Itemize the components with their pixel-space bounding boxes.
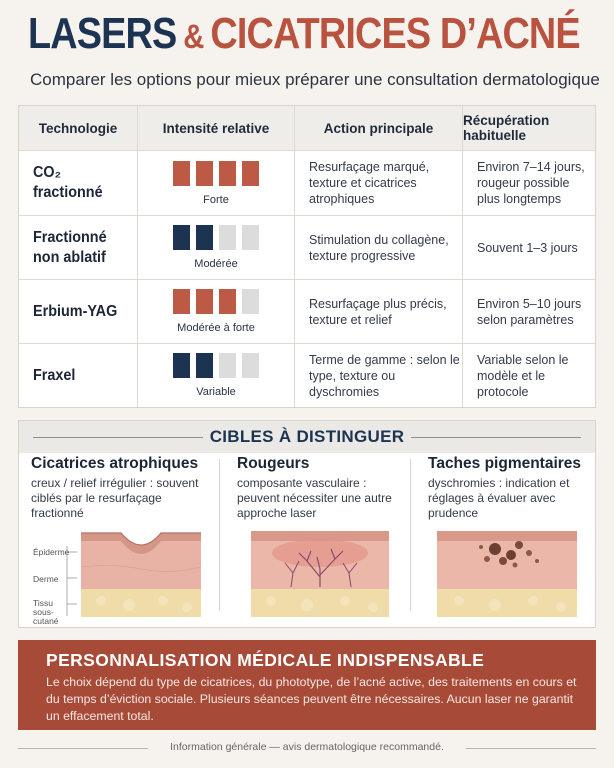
column-divider bbox=[219, 459, 220, 611]
personalisation-title: PERSONNALISATION MÉDICALE INDISPENSABLE bbox=[46, 650, 485, 670]
table-row bbox=[19, 150, 595, 215]
action-text: Resurfaçage marqué, texture et cicatrices atrophiques bbox=[309, 160, 430, 206]
intensity-label: Variable bbox=[196, 386, 236, 398]
skin-label-derme: Derme bbox=[33, 574, 59, 584]
table-row bbox=[19, 279, 595, 343]
intensity-indicator bbox=[173, 225, 259, 270]
column-header-action: Action principale bbox=[294, 106, 462, 150]
targets-section bbox=[18, 420, 596, 628]
column-header-intensite: Intensité relative bbox=[137, 106, 294, 150]
intensity-block-filled bbox=[219, 289, 236, 314]
intensity-block-empty bbox=[242, 353, 259, 378]
recovery-text: Variable selon le modèle et le protocole bbox=[477, 352, 569, 399]
intensity-block-filled bbox=[196, 161, 213, 186]
target-title: Taches pigmentaires bbox=[428, 455, 582, 472]
intensity-block-filled bbox=[196, 353, 213, 378]
action-text: Resurfaçage plus précis, texture et relief bbox=[309, 296, 447, 327]
recovery-text: Souvent 1–3 jours bbox=[477, 240, 578, 255]
header bbox=[0, 0, 614, 100]
table-row bbox=[19, 343, 595, 407]
table-row bbox=[19, 215, 595, 279]
page-title bbox=[28, 6, 580, 65]
page-subtitle: Comparer les options pour mieux préparer une consultation dermatologique bbox=[30, 70, 600, 89]
intensity-blocks bbox=[173, 289, 259, 314]
column-header-technologie: Technologie bbox=[38, 120, 118, 136]
intensity-indicator bbox=[173, 289, 259, 334]
targets-section-header bbox=[19, 421, 595, 453]
intensity-block-empty bbox=[219, 225, 236, 250]
skin-label-epiderme: Épiderme bbox=[33, 547, 70, 557]
footer-disclaimer: Information générale — avis dermatologique recommandé. bbox=[170, 741, 444, 753]
intensity-label: Forte bbox=[203, 193, 229, 206]
intensity-blocks bbox=[173, 353, 259, 378]
title-ampersand: & bbox=[183, 18, 204, 56]
intensity-block-filled bbox=[219, 161, 236, 186]
skin-layer-bracket bbox=[65, 546, 81, 616]
intensity-indicator bbox=[173, 161, 259, 206]
target-description: composante vasculaire : peuvent nécessiter une autre approche laser bbox=[237, 476, 392, 520]
target-title: Rougeurs bbox=[237, 455, 310, 472]
technology-name: Erbium-YAG bbox=[33, 302, 118, 320]
recovery-text: Environ 7–14 jours, rougeur possible plus longtemps bbox=[477, 160, 585, 206]
footer bbox=[0, 738, 614, 758]
title-part-lasers: LASERS bbox=[28, 9, 177, 58]
comparison-table bbox=[18, 105, 596, 408]
target-description: dyschromies : indication et réglages à évaluer avec prudence bbox=[428, 476, 570, 520]
intensity-blocks bbox=[173, 161, 259, 186]
action-text: Stimulation du collagène, texture progressive bbox=[309, 232, 449, 263]
title-part-cicatrices: CICATRICES D’ACNÉ bbox=[210, 9, 580, 58]
atrophic-scar-illustration bbox=[81, 531, 201, 617]
column-divider bbox=[410, 459, 411, 611]
intensity-indicator bbox=[173, 353, 259, 398]
recovery-text: Environ 5–10 jours selon paramètres bbox=[477, 296, 582, 327]
intensity-label: Modérée bbox=[194, 258, 238, 270]
skin-label-tissu: Tissu sous-cutané bbox=[33, 598, 59, 626]
intensity-block-filled bbox=[242, 161, 259, 186]
intensity-block-empty bbox=[242, 289, 259, 314]
column-header-recuperation: Récupération habituelle bbox=[462, 106, 595, 150]
intensity-block-filled bbox=[173, 289, 190, 314]
intensity-block-filled bbox=[173, 353, 190, 378]
intensity-blocks bbox=[173, 225, 259, 250]
technology-name: Fractionné non ablatif bbox=[33, 228, 107, 266]
intensity-block-empty bbox=[219, 353, 236, 378]
intensity-block-empty bbox=[242, 225, 259, 250]
target-title: Cicatrices atrophiques bbox=[31, 455, 199, 472]
table-header-row bbox=[19, 106, 595, 150]
redness-illustration bbox=[251, 531, 389, 617]
target-description: creux / relief irrégulier : souvent ciblés par le resurfaçage fractionné bbox=[31, 476, 199, 520]
intensity-block-filled bbox=[173, 225, 190, 250]
pigment-spots-illustration bbox=[437, 531, 577, 617]
technology-name: Fraxel bbox=[33, 366, 76, 384]
intensity-label: Modérée à forte bbox=[177, 322, 255, 334]
targets-section-title: CIBLES À DISTINGUER bbox=[209, 427, 405, 446]
intensity-block-filled bbox=[173, 161, 190, 186]
personalisation-panel bbox=[18, 640, 596, 730]
action-text: Terme de gamme : selon le type, texture ou dyschromies bbox=[309, 352, 460, 399]
technology-name: CO₂ fractionné bbox=[33, 164, 103, 201]
intensity-block-filled bbox=[196, 225, 213, 250]
intensity-block-filled bbox=[196, 289, 213, 314]
personalisation-text: Le choix dépend du type de cicatrices, du phototype, de l’acné active, des traitements en cours et du temps d’éviction sociale. Plusieurs séances peuvent être nécessaires. Aucun laser ne garantit un effacement total. bbox=[46, 675, 577, 723]
